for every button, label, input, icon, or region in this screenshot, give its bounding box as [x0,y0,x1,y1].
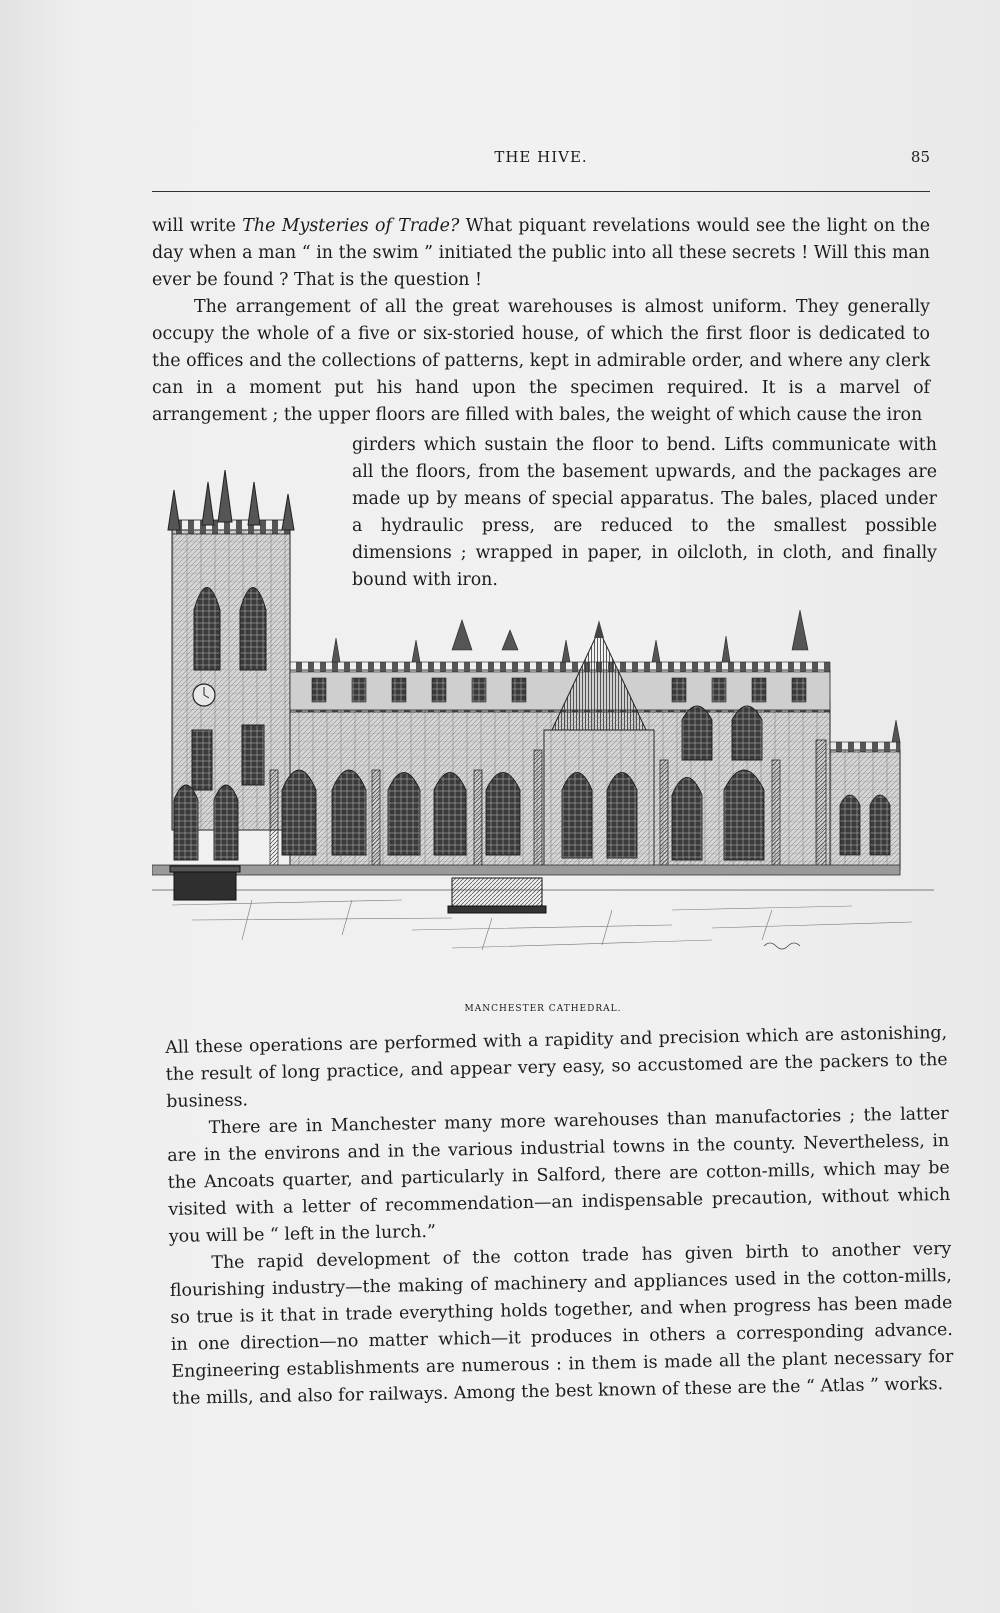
figure-caption: MANCHESTER CATHEDRAL. [464,1004,622,1014]
cathedral-illustration [152,470,934,970]
page-header [152,146,930,170]
running-title: THE HIVE. [494,148,588,166]
paragraph-2: The arrangement of all the great warehouses is almost uniform. They generally occupy the whole of a five or six-storied house, of which the first floor is dedicated to the offices and the collections of patterns, kept in admirable order, and where any clerk can in a moment put his hand upon the specimen required. It is a marvel of arrangement ; the upper floors are filled with bales, the weight of which cause the iron [152,297,930,425]
paragraph-1-text-a: will write [152,216,243,236]
lower-text-block [165,1020,954,1413]
paragraph-6: The rapid development of the cotton trade has given birth to another very flourishing industry—the making of machinery and appliances used in the cotton-mills, so true is it that in trade everything holds together, and when progress has been made in one direction—no matter which—it produces in others a corresponding advance. Engineering establishments are numerous : in them is made all the plant necessary for the mills, and also for railways. Among the best known of these are the “ Atlas ” works. [169,1238,954,1409]
paragraph-5: There are in Manchester many more warehouses than manufactories ; the latter are in the environs and in the various industrial towns in the county. Nevertheless, in the Ancoats quarter, and particularly in Salford, there are cotton-mills, which may be visited with a letter of recommendation—an indispensable precaution, without which you will be “ left in the lurch.” [167,1103,951,1247]
book-title-italic: The Mysteries of Trade? [242,216,460,236]
paragraph-3: girders which sustain the floor to bend. Lifts communicate with all the floors, from the basement upwards, and the packages are made up by means of special apparatus. The bales, placed under a hydraulic press, are reduced to the smallest possible dimensions ; wrapped in paper, in oilcloth, in cloth, and finally bound with iron. [352,435,937,590]
paragraph-1-text-b: What piquant revelations would see the light on the day when a man “ in the swim ” initiated the public into all these secrets ! Will this man ever be found ? That is the question ! [152,216,930,290]
paragraph-1 [152,213,930,294]
paragraph-4: All these operations are performed with a rapidity and precision which are astonishing, the result of long practice, and appear very easy, so accustomed are the packers to the business. [165,1022,948,1112]
header-rule [152,191,930,192]
page-number: 85 [910,148,930,166]
cathedral-engraving [152,470,934,970]
